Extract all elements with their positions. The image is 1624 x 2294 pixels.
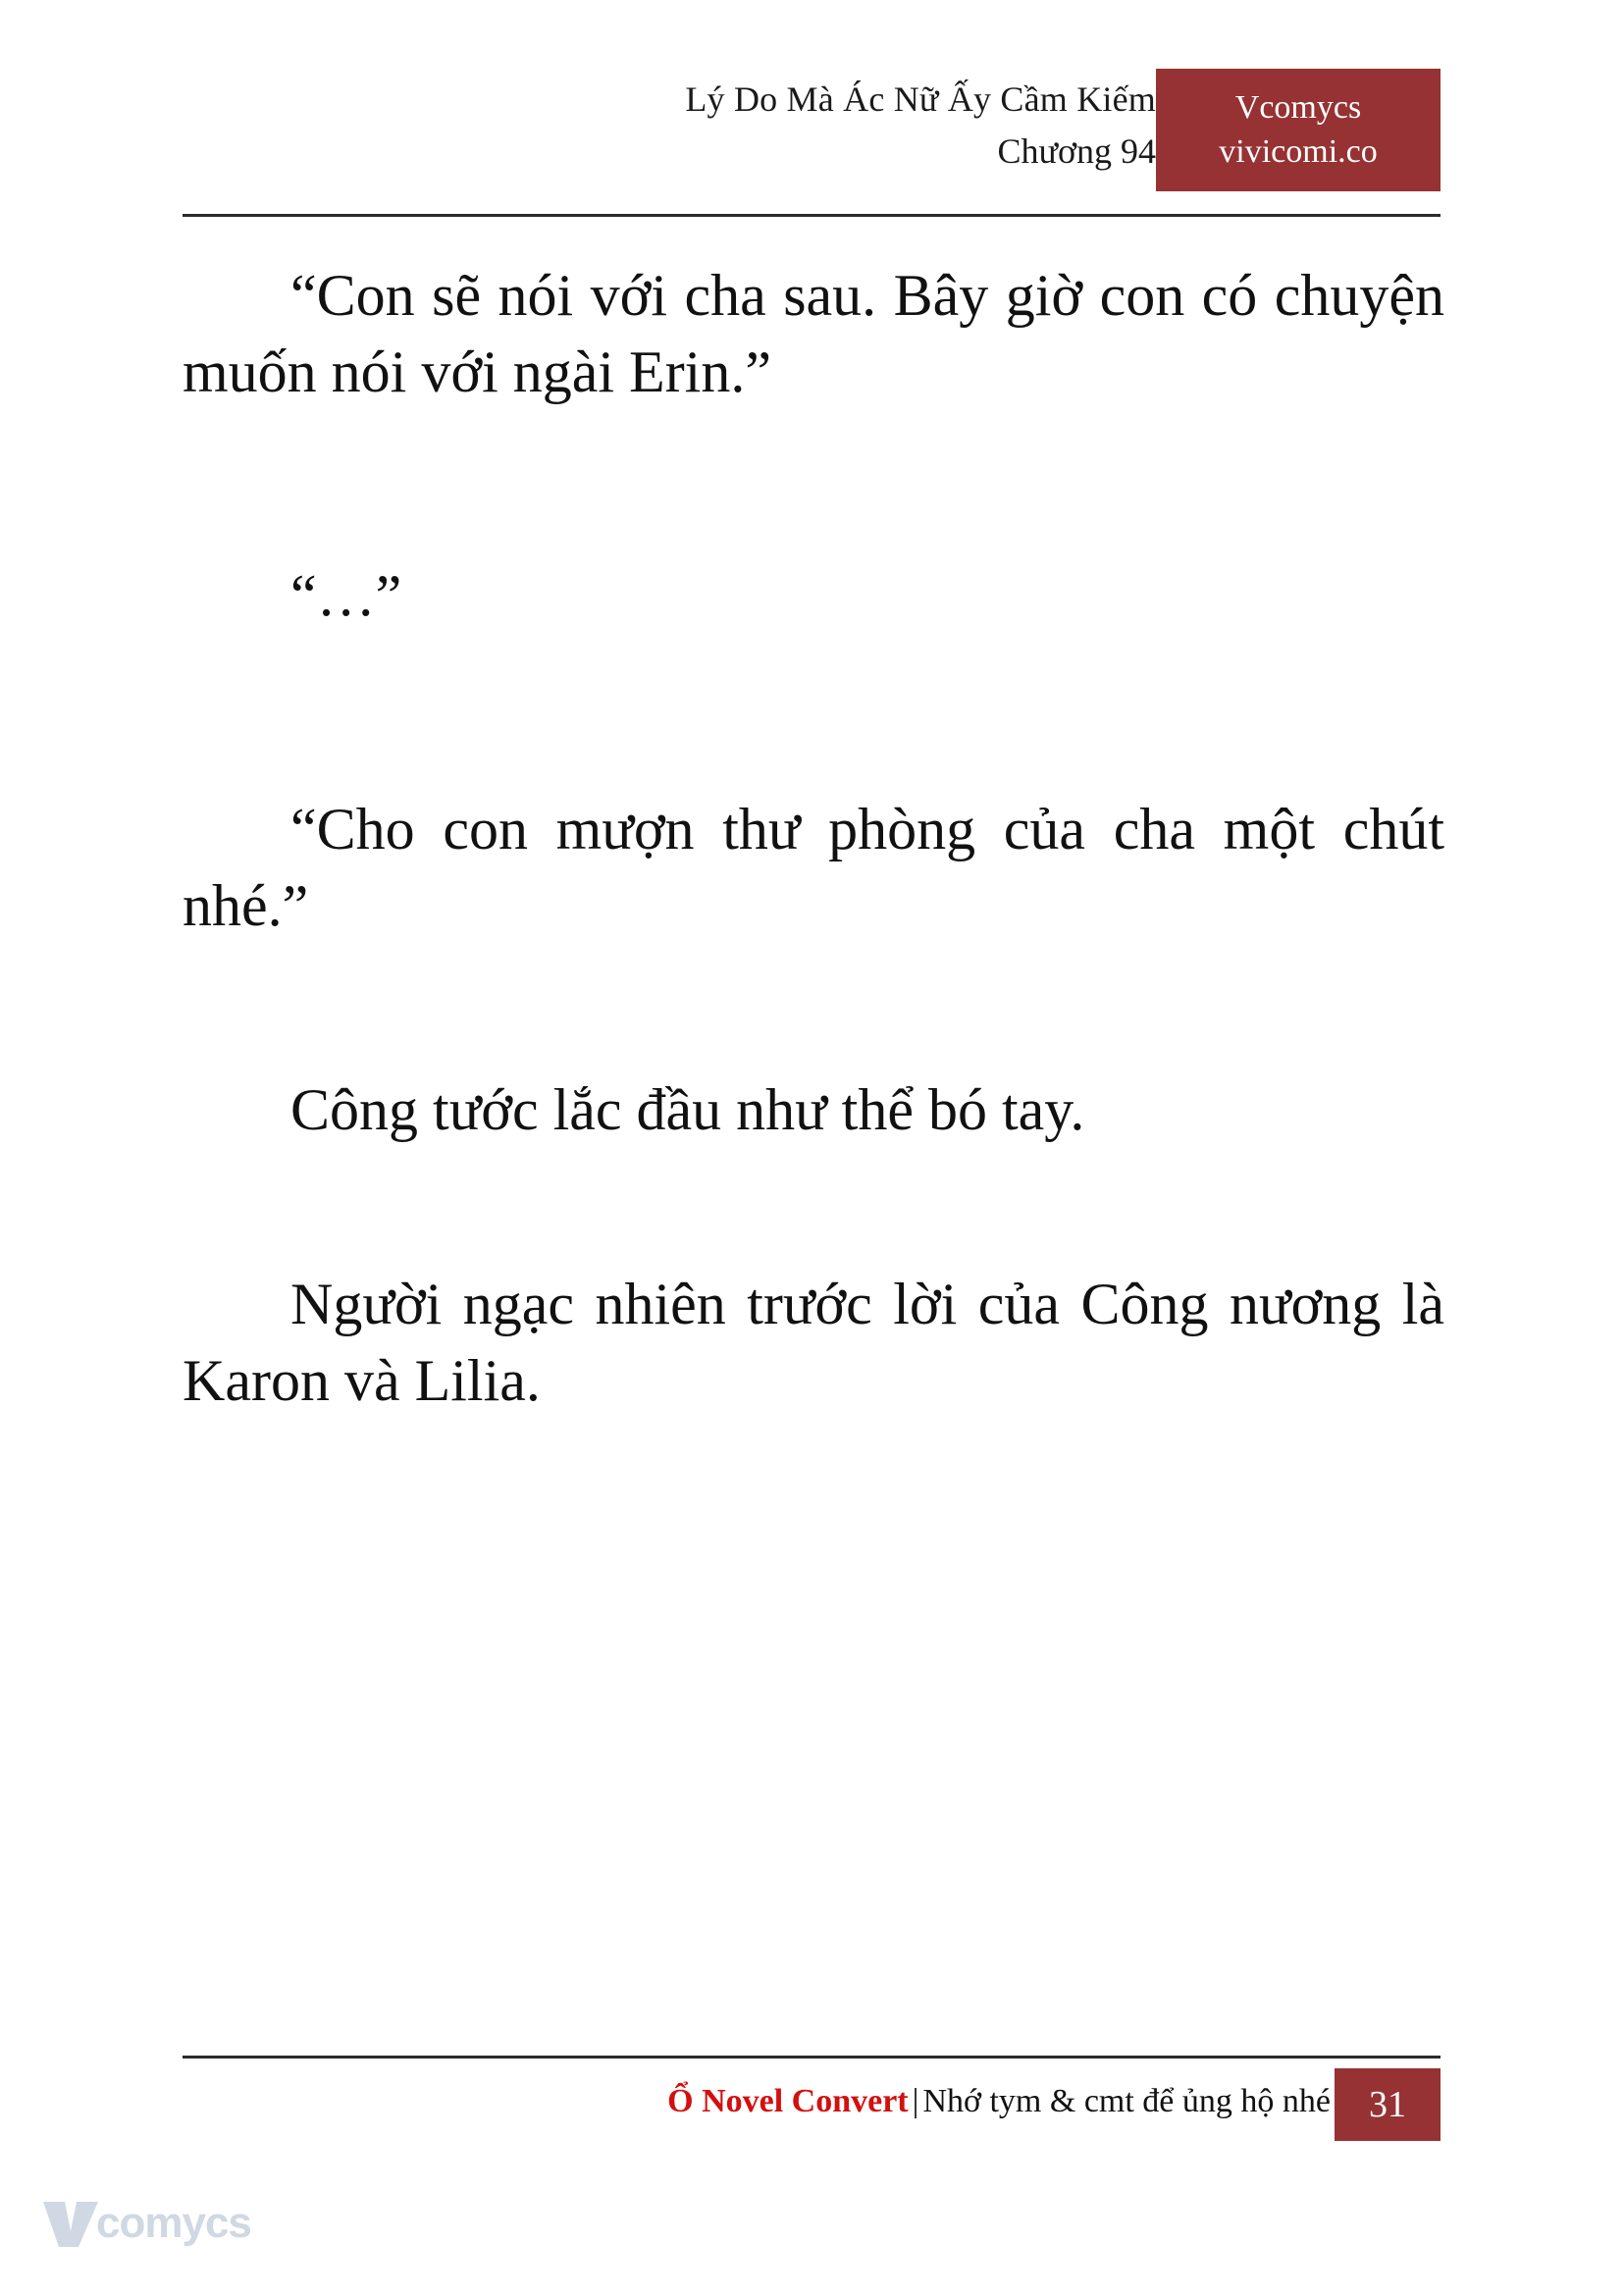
paragraph: Người ngạc nhiên trước lời của Công nương là Karon và Lilia. bbox=[183, 1272, 1444, 1413]
header-divider bbox=[183, 214, 1441, 217]
footer-note: Nhớ tym & cmt để ủng hộ nhé bbox=[922, 2083, 1331, 2119]
book-title: Lý Do Mà Ác Nữ Ấy Cầm Kiếm bbox=[685, 79, 1156, 119]
page-content bbox=[183, 257, 1444, 1419]
footer-separator: | bbox=[912, 2083, 919, 2119]
header-text-block bbox=[273, 77, 1156, 175]
footer-credit bbox=[667, 2082, 1331, 2122]
vcomycs-logo-icon bbox=[39, 2192, 102, 2255]
site-badge-name: Vcomycs bbox=[1234, 88, 1362, 126]
watermark-text: comycs bbox=[96, 2199, 251, 2247]
footer-brand: Ổ Novel Convert bbox=[667, 2083, 909, 2119]
paragraph: “Con sẽ nói với cha sau. Bây giờ con có chuyện muốn nói với ngài Erin.” bbox=[183, 263, 1444, 404]
paragraph: “…” bbox=[290, 563, 402, 628]
paragraph: Công tước lắc đầu như thể bó tay. bbox=[290, 1077, 1085, 1142]
page-header bbox=[183, 77, 1441, 214]
site-badge-url: vivicomi.co bbox=[1219, 132, 1378, 170]
page-footer bbox=[183, 2068, 1441, 2147]
watermark bbox=[39, 2184, 265, 2263]
footer-divider bbox=[183, 2056, 1441, 2059]
paragraph: “Cho con mượn thư phòng của cha một chút nhé.” bbox=[183, 797, 1444, 938]
chapter-label: Chương 94 bbox=[997, 130, 1156, 171]
page-number: 31 bbox=[1335, 2068, 1441, 2141]
site-badge bbox=[1156, 69, 1441, 191]
